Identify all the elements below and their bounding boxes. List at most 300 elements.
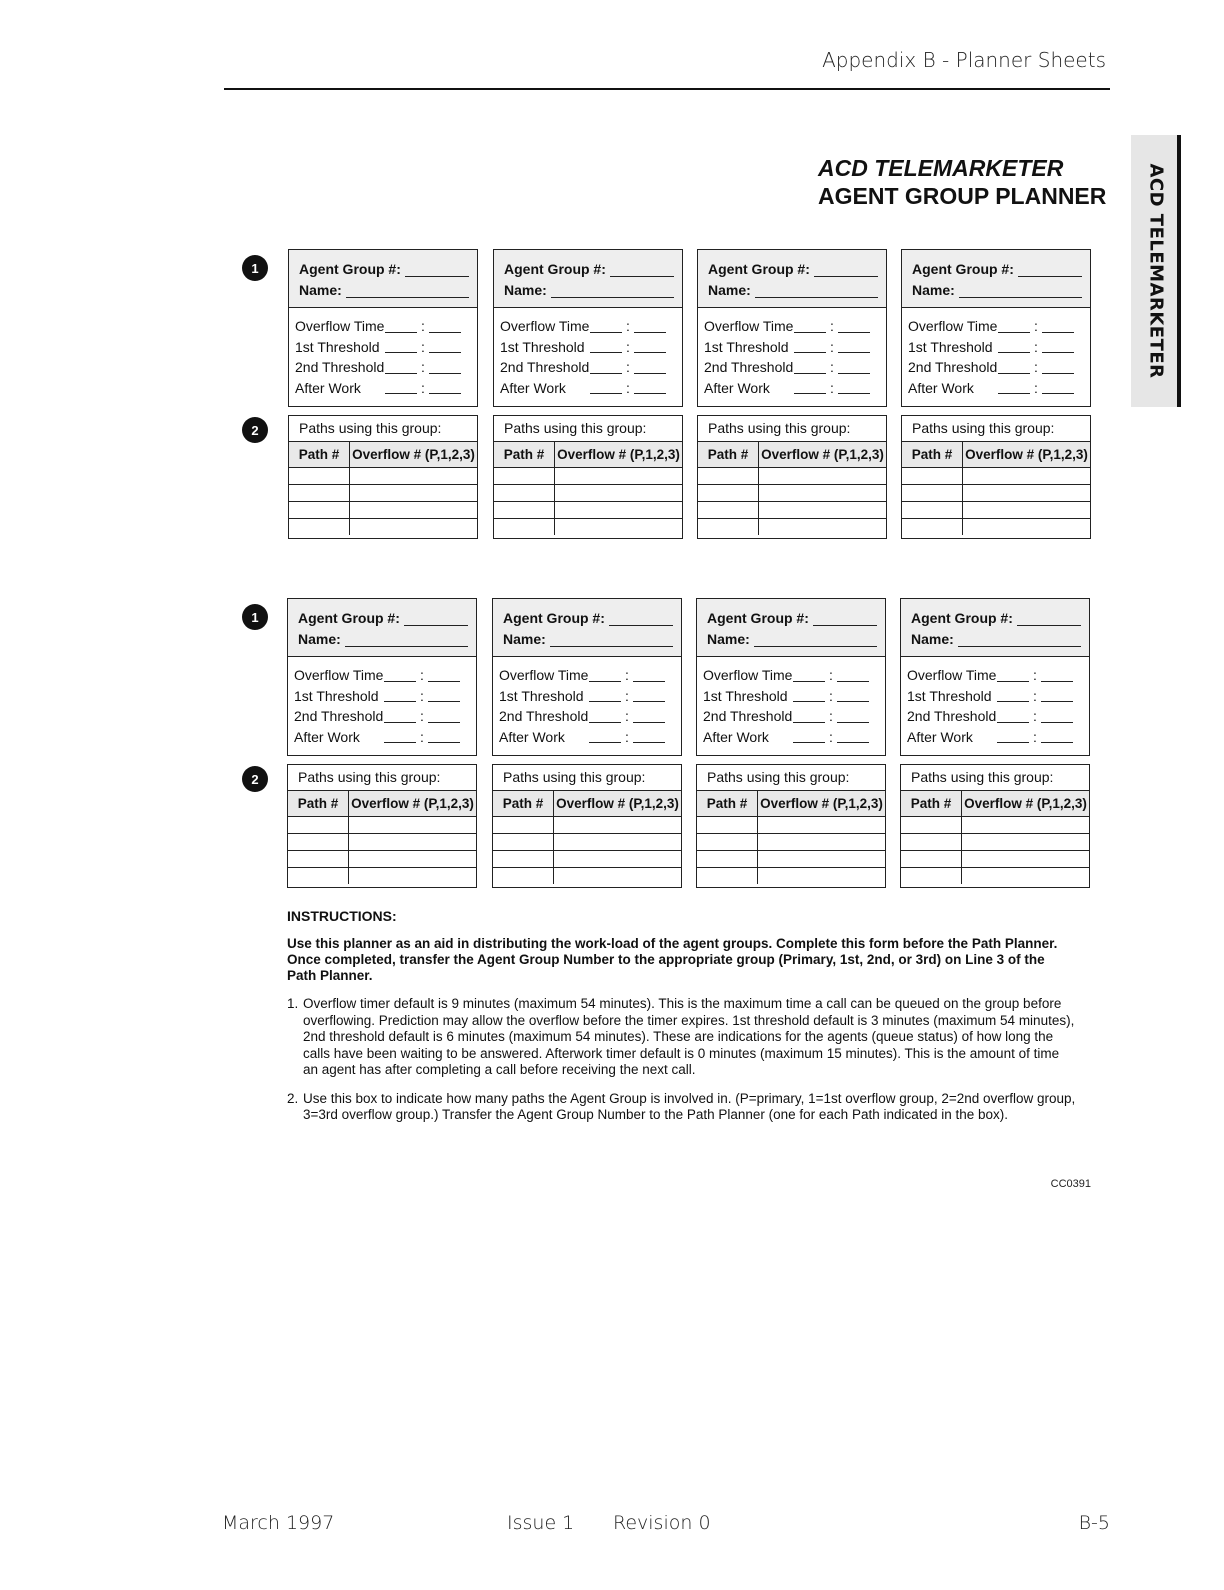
- after-work-label: After Work: [907, 728, 973, 745]
- table-row: [901, 868, 1089, 885]
- path-cell[interactable]: [289, 519, 350, 536]
- path-cell[interactable]: [493, 834, 554, 851]
- overflow-time-seconds-field[interactable]: [634, 320, 666, 333]
- path-cell[interactable]: [697, 834, 758, 851]
- paths-title: Paths using this group:: [504, 420, 647, 436]
- time-separator: :: [1034, 359, 1038, 375]
- overflow-cell[interactable]: [350, 485, 478, 502]
- path-cell[interactable]: [902, 519, 963, 536]
- table-row: [901, 834, 1089, 851]
- agent-group-field[interactable]: [814, 262, 878, 277]
- footer-date: March 1997: [222, 1512, 335, 1534]
- timer-fields: [698, 308, 886, 398]
- path-cell[interactable]: [288, 868, 349, 885]
- overflow-time-label: Overflow Time: [908, 318, 998, 334]
- agent-group-field[interactable]: [405, 262, 469, 277]
- first-threshold-row: [500, 337, 674, 358]
- footer-page-number: B-5: [1078, 1512, 1110, 1534]
- after-work-seconds-field[interactable]: [1041, 730, 1073, 743]
- time-separator: :: [829, 728, 833, 745]
- agent-group-card: [492, 598, 682, 888]
- path-cell[interactable]: [901, 868, 962, 885]
- path-cell[interactable]: [698, 502, 759, 519]
- path-cell[interactable]: [493, 868, 554, 885]
- name-label: Name:: [708, 282, 751, 298]
- first-threshold-minutes-field[interactable]: [385, 340, 417, 353]
- path-cell[interactable]: [697, 817, 758, 834]
- after-work-seconds-field[interactable]: [634, 381, 666, 394]
- overflow-time-seconds-field[interactable]: [1042, 320, 1074, 333]
- after-work-seconds-field[interactable]: [837, 730, 869, 743]
- overflow-time-minutes-field[interactable]: [793, 669, 825, 682]
- overflow-cell[interactable]: [350, 519, 478, 536]
- paths-table-header: [289, 442, 477, 468]
- first-threshold-row: [908, 337, 1082, 358]
- path-column-header: Path #: [493, 791, 554, 817]
- overflow-cell[interactable]: [962, 834, 1090, 851]
- path-cell[interactable]: [288, 817, 349, 834]
- first-threshold-minutes-field[interactable]: [997, 689, 1029, 702]
- agent-group-field[interactable]: [813, 611, 877, 626]
- overflow-time-row: [907, 665, 1081, 686]
- table-row: [697, 851, 885, 868]
- after-work-minutes-field[interactable]: [794, 381, 826, 394]
- time-separator: :: [1033, 667, 1037, 683]
- table-row: [493, 851, 681, 868]
- second-threshold-seconds-field[interactable]: [1042, 361, 1074, 374]
- table-row: [698, 502, 886, 519]
- overflow-column-header: Overflow # (P,1,2,3): [759, 442, 887, 468]
- name-label: Name:: [912, 282, 955, 298]
- after-work-row: [499, 727, 673, 748]
- path-cell[interactable]: [494, 502, 555, 519]
- overflow-time-label: Overflow Time: [294, 667, 384, 683]
- agent-group-header: [697, 599, 885, 657]
- figure-code: CC0391: [1050, 1178, 1091, 1190]
- overflow-time-seconds-field[interactable]: [838, 320, 870, 333]
- time-separator: :: [830, 338, 834, 355]
- second-threshold-label: 2nd Threshold: [908, 359, 998, 375]
- overflow-time-minutes-field[interactable]: [998, 320, 1030, 333]
- instruction-number: 1.: [287, 996, 299, 1011]
- overflow-cell[interactable]: [758, 817, 886, 834]
- table-row: [494, 502, 682, 519]
- agent-group-label: Agent Group #:: [707, 610, 809, 626]
- first-threshold-minutes-field[interactable]: [590, 340, 622, 353]
- path-column-header: Path #: [697, 791, 758, 817]
- path-column-header: Path #: [901, 791, 962, 817]
- after-work-seconds-field[interactable]: [429, 381, 461, 394]
- paths-title: Paths using this group:: [911, 769, 1054, 785]
- title-line-1: ACD TELEMARKETER: [818, 155, 1064, 181]
- side-tab: [1131, 135, 1181, 407]
- path-cell[interactable]: [901, 817, 962, 834]
- footer-revision: Revision 0: [613, 1512, 711, 1534]
- after-work-label: After Work: [294, 728, 360, 745]
- paths-title: Paths using this group:: [708, 420, 851, 436]
- footer-issue: Issue 1: [507, 1512, 575, 1534]
- path-cell[interactable]: [289, 468, 350, 485]
- second-threshold-minutes-field[interactable]: [589, 710, 621, 723]
- paths-table-header: [901, 791, 1089, 817]
- path-cell[interactable]: [901, 834, 962, 851]
- overflow-time-seconds-field[interactable]: [837, 669, 869, 682]
- second-threshold-label: 2nd Threshold: [499, 708, 589, 724]
- path-column-header: Path #: [288, 791, 349, 817]
- overflow-time-label: Overflow Time: [499, 667, 589, 683]
- time-separator: :: [1033, 728, 1037, 745]
- path-cell[interactable]: [288, 834, 349, 851]
- paths-table-header: [697, 791, 885, 817]
- table-row: [289, 468, 477, 485]
- time-separator: :: [626, 318, 630, 334]
- after-work-seconds-field[interactable]: [838, 381, 870, 394]
- overflow-cell[interactable]: [759, 468, 887, 485]
- after-work-seconds-field[interactable]: [633, 730, 665, 743]
- second-threshold-row: [907, 706, 1081, 727]
- after-work-row: [500, 378, 674, 399]
- overflow-time-minutes-field[interactable]: [590, 320, 622, 333]
- overflow-cell[interactable]: [554, 851, 682, 868]
- overflow-cell[interactable]: [962, 817, 1090, 834]
- time-separator: :: [421, 338, 425, 355]
- table-row: [494, 485, 682, 502]
- path-cell[interactable]: [902, 468, 963, 485]
- second-threshold-seconds-field[interactable]: [1041, 710, 1073, 723]
- after-work-seconds-field[interactable]: [1042, 381, 1074, 394]
- path-cell[interactable]: [493, 817, 554, 834]
- after-work-label: After Work: [703, 728, 769, 745]
- first-threshold-seconds-field[interactable]: [1042, 340, 1074, 353]
- second-threshold-label: 2nd Threshold: [295, 359, 385, 375]
- after-work-minutes-field[interactable]: [385, 381, 417, 394]
- second-threshold-minutes-field[interactable]: [997, 710, 1029, 723]
- name-field[interactable]: [755, 283, 878, 298]
- paths-table-header: [494, 442, 682, 468]
- first-threshold-seconds-field[interactable]: [837, 689, 869, 702]
- overflow-time-row: [295, 316, 469, 337]
- first-threshold-row: [294, 686, 468, 707]
- first-threshold-minutes-field[interactable]: [793, 689, 825, 702]
- path-cell[interactable]: [494, 468, 555, 485]
- path-cell[interactable]: [494, 485, 555, 502]
- agent-group-header: [288, 599, 476, 657]
- first-threshold-label: 1st Threshold: [295, 338, 380, 355]
- overflow-cell[interactable]: [554, 834, 682, 851]
- overflow-cell[interactable]: [555, 485, 683, 502]
- time-separator: :: [421, 318, 425, 334]
- overflow-cell[interactable]: [555, 519, 683, 536]
- agent-group-label: Agent Group #:: [912, 261, 1014, 277]
- path-column-header: Path #: [698, 442, 759, 468]
- second-threshold-row: [295, 357, 469, 378]
- agent-group-field[interactable]: [609, 611, 673, 626]
- overflow-cell[interactable]: [759, 485, 887, 502]
- after-work-seconds-field[interactable]: [428, 730, 460, 743]
- overflow-time-seconds-field[interactable]: [428, 669, 460, 682]
- overflow-cell[interactable]: [758, 834, 886, 851]
- overflow-time-minutes-field[interactable]: [997, 669, 1029, 682]
- second-threshold-seconds-field[interactable]: [633, 710, 665, 723]
- first-threshold-row: [295, 337, 469, 358]
- overflow-time-seconds-field[interactable]: [633, 669, 665, 682]
- path-cell[interactable]: [697, 868, 758, 885]
- time-separator: :: [421, 379, 425, 396]
- table-row: [698, 485, 886, 502]
- time-separator: :: [420, 687, 424, 704]
- first-threshold-minutes-field[interactable]: [794, 340, 826, 353]
- path-cell[interactable]: [288, 851, 349, 868]
- second-threshold-row: [294, 706, 468, 727]
- timer-fields: [697, 657, 885, 747]
- table-row: [902, 502, 1090, 519]
- after-work-minutes-field[interactable]: [384, 730, 416, 743]
- name-field[interactable]: [959, 283, 1082, 298]
- time-separator: :: [1034, 379, 1038, 396]
- time-separator: :: [625, 687, 629, 704]
- paths-table: [493, 790, 681, 884]
- table-row: [289, 485, 477, 502]
- agent-group-field[interactable]: [404, 611, 468, 626]
- table-row: [289, 502, 477, 519]
- first-threshold-seconds-field[interactable]: [429, 340, 461, 353]
- callout-2-icon: 2: [242, 417, 268, 443]
- paths-title: Paths using this group:: [912, 420, 1055, 436]
- overflow-cell[interactable]: [963, 502, 1091, 519]
- second-threshold-seconds-field[interactable]: [429, 361, 461, 374]
- overflow-cell[interactable]: [962, 868, 1090, 885]
- overflow-cell[interactable]: [555, 468, 683, 485]
- overflow-cell[interactable]: [349, 817, 477, 834]
- overflow-cell[interactable]: [554, 817, 682, 834]
- first-threshold-label: 1st Threshold: [294, 687, 379, 704]
- path-cell[interactable]: [698, 468, 759, 485]
- second-threshold-minutes-field[interactable]: [794, 361, 826, 374]
- header-rule: [224, 88, 1110, 90]
- name-field[interactable]: [958, 632, 1081, 647]
- time-separator: :: [830, 318, 834, 334]
- second-threshold-minutes-field[interactable]: [384, 710, 416, 723]
- time-separator: :: [420, 708, 424, 724]
- overflow-column-header: Overflow # (P,1,2,3): [349, 791, 477, 817]
- agent-group-label: Agent Group #:: [503, 610, 605, 626]
- second-threshold-minutes-field[interactable]: [590, 361, 622, 374]
- overflow-cell[interactable]: [349, 851, 477, 868]
- table-row: [902, 468, 1090, 485]
- paths-box: [288, 415, 478, 539]
- after-work-label: After Work: [704, 379, 770, 396]
- paths-table: [901, 790, 1089, 884]
- after-work-row: [907, 727, 1081, 748]
- running-head: Appendix B - Planner Sheets: [822, 48, 1106, 72]
- overflow-cell[interactable]: [349, 868, 477, 885]
- paths-title: Paths using this group:: [503, 769, 646, 785]
- table-row: [288, 868, 476, 885]
- path-cell[interactable]: [289, 485, 350, 502]
- agent-group-header: [698, 250, 886, 308]
- time-separator: :: [830, 379, 834, 396]
- overflow-cell[interactable]: [554, 868, 682, 885]
- path-cell[interactable]: [697, 851, 758, 868]
- first-threshold-label: 1st Threshold: [499, 687, 584, 704]
- overflow-time-minutes-field[interactable]: [385, 320, 417, 333]
- overflow-column-header: Overflow # (P,1,2,3): [758, 791, 886, 817]
- overflow-cell[interactable]: [963, 519, 1091, 536]
- time-separator: :: [1033, 687, 1037, 704]
- time-separator: :: [829, 667, 833, 683]
- overflow-column-header: Overflow # (P,1,2,3): [350, 442, 478, 468]
- time-separator: :: [1033, 708, 1037, 724]
- second-threshold-label: 2nd Threshold: [704, 359, 794, 375]
- after-work-row: [704, 378, 878, 399]
- path-cell[interactable]: [493, 851, 554, 868]
- first-threshold-row: [907, 686, 1081, 707]
- time-separator: :: [1034, 318, 1038, 334]
- paths-table: [697, 790, 885, 884]
- agent-group-header: [289, 250, 477, 308]
- after-work-minutes-field[interactable]: [997, 730, 1029, 743]
- overflow-time-minutes-field[interactable]: [384, 669, 416, 682]
- second-threshold-minutes-field[interactable]: [385, 361, 417, 374]
- overflow-cell[interactable]: [963, 485, 1091, 502]
- name-field[interactable]: [550, 632, 673, 647]
- overflow-cell[interactable]: [963, 468, 1091, 485]
- after-work-row: [908, 378, 1082, 399]
- first-threshold-minutes-field[interactable]: [589, 689, 621, 702]
- path-cell[interactable]: [901, 851, 962, 868]
- overflow-cell[interactable]: [759, 519, 887, 536]
- agent-group-label: Agent Group #:: [708, 261, 810, 277]
- name-field[interactable]: [346, 283, 469, 298]
- after-work-minutes-field[interactable]: [589, 730, 621, 743]
- second-threshold-label: 2nd Threshold: [500, 359, 590, 375]
- overflow-time-row: [703, 665, 877, 686]
- time-separator: :: [625, 667, 629, 683]
- overflow-cell[interactable]: [350, 468, 478, 485]
- overflow-cell[interactable]: [350, 502, 478, 519]
- path-cell[interactable]: [902, 485, 963, 502]
- table-row: [289, 519, 477, 536]
- after-work-minutes-field[interactable]: [590, 381, 622, 394]
- name-label: Name:: [503, 631, 546, 647]
- agent-group-label: Agent Group #:: [298, 610, 400, 626]
- path-cell[interactable]: [698, 485, 759, 502]
- overflow-cell[interactable]: [962, 851, 1090, 868]
- agent-group-box: [492, 598, 682, 756]
- overflow-cell[interactable]: [555, 502, 683, 519]
- time-separator: :: [829, 708, 833, 724]
- paths-table-header: [902, 442, 1090, 468]
- overflow-time-label: Overflow Time: [704, 318, 794, 334]
- overflow-time-row: [908, 316, 1082, 337]
- path-cell[interactable]: [902, 502, 963, 519]
- first-threshold-label: 1st Threshold: [704, 338, 789, 355]
- overflow-cell[interactable]: [759, 502, 887, 519]
- overflow-cell[interactable]: [758, 851, 886, 868]
- time-separator: :: [420, 667, 424, 683]
- paths-table-header: [493, 791, 681, 817]
- second-threshold-label: 2nd Threshold: [294, 708, 384, 724]
- agent-group-card: [288, 249, 478, 539]
- paths-title: Paths using this group:: [707, 769, 850, 785]
- paths-table-header: [698, 442, 886, 468]
- agent-group-field[interactable]: [1018, 262, 1082, 277]
- overflow-time-seconds-field[interactable]: [429, 320, 461, 333]
- time-separator: :: [420, 728, 424, 745]
- second-threshold-minutes-field[interactable]: [793, 710, 825, 723]
- table-row: [494, 519, 682, 536]
- after-work-minutes-field[interactable]: [793, 730, 825, 743]
- agent-group-header: [494, 250, 682, 308]
- instruction-text: Overflow timer default is 9 minutes (maximum 54 minutes). This is the maximum time a call can be queued on the group before overflowing. Prediction may allow the overflow before the timer expires. 1st threshold default is 3 minutes (maximum 54 minutes), 2nd threshold default is 6 minutes (maximum 54 minutes). These are indications for the agents (queue status) of how long the calls have been waiting to be answered. Afterwork timer default is 0 minutes (maximum 15 minutes). This is the amount of time an agent has after completing a call before receiving the next call.: [303, 996, 1075, 1077]
- overflow-column-header: Overflow # (P,1,2,3): [963, 442, 1091, 468]
- first-threshold-seconds-field[interactable]: [633, 689, 665, 702]
- callout-2-icon: 2: [242, 766, 268, 792]
- path-cell[interactable]: [494, 519, 555, 536]
- path-cell[interactable]: [289, 502, 350, 519]
- table-row: [493, 817, 681, 834]
- time-separator: :: [625, 728, 629, 745]
- first-threshold-minutes-field[interactable]: [384, 689, 416, 702]
- overflow-time-seconds-field[interactable]: [1041, 669, 1073, 682]
- timer-fields: [288, 657, 476, 747]
- path-cell[interactable]: [698, 519, 759, 536]
- second-threshold-row: [500, 357, 674, 378]
- overflow-column-header: Overflow # (P,1,2,3): [554, 791, 682, 817]
- second-threshold-seconds-field[interactable]: [634, 361, 666, 374]
- first-threshold-seconds-field[interactable]: [838, 340, 870, 353]
- second-threshold-minutes-field[interactable]: [998, 361, 1030, 374]
- time-separator: :: [829, 687, 833, 704]
- after-work-minutes-field[interactable]: [998, 381, 1030, 394]
- overflow-time-row: [704, 316, 878, 337]
- table-row: [288, 817, 476, 834]
- first-threshold-seconds-field[interactable]: [428, 689, 460, 702]
- agent-group-field[interactable]: [1017, 611, 1081, 626]
- second-threshold-seconds-field[interactable]: [428, 710, 460, 723]
- name-field[interactable]: [551, 283, 674, 298]
- second-threshold-seconds-field[interactable]: [837, 710, 869, 723]
- table-row: [698, 468, 886, 485]
- name-field[interactable]: [345, 632, 468, 647]
- agent-group-field[interactable]: [610, 262, 674, 277]
- second-threshold-seconds-field[interactable]: [838, 361, 870, 374]
- after-work-row: [295, 378, 469, 399]
- instructions-heading: INSTRUCTIONS:: [287, 908, 397, 924]
- first-threshold-seconds-field[interactable]: [1041, 689, 1073, 702]
- timer-fields: [494, 308, 682, 398]
- overflow-cell[interactable]: [349, 834, 477, 851]
- after-work-label: After Work: [500, 379, 566, 396]
- timer-fields: [902, 308, 1090, 398]
- instruction-item: [287, 996, 1077, 1079]
- overflow-cell[interactable]: [758, 868, 886, 885]
- first-threshold-minutes-field[interactable]: [998, 340, 1030, 353]
- first-threshold-row: [499, 686, 673, 707]
- callout-1-icon: 1: [242, 604, 268, 630]
- overflow-time-minutes-field[interactable]: [794, 320, 826, 333]
- name-field[interactable]: [754, 632, 877, 647]
- first-threshold-label: 1st Threshold: [908, 338, 993, 355]
- table-row: [901, 851, 1089, 868]
- name-label: Name:: [504, 282, 547, 298]
- paths-table: [289, 441, 477, 535]
- page-title: [818, 154, 1106, 210]
- first-threshold-seconds-field[interactable]: [634, 340, 666, 353]
- table-row: [697, 868, 885, 885]
- paths-box: [492, 764, 682, 888]
- overflow-time-minutes-field[interactable]: [589, 669, 621, 682]
